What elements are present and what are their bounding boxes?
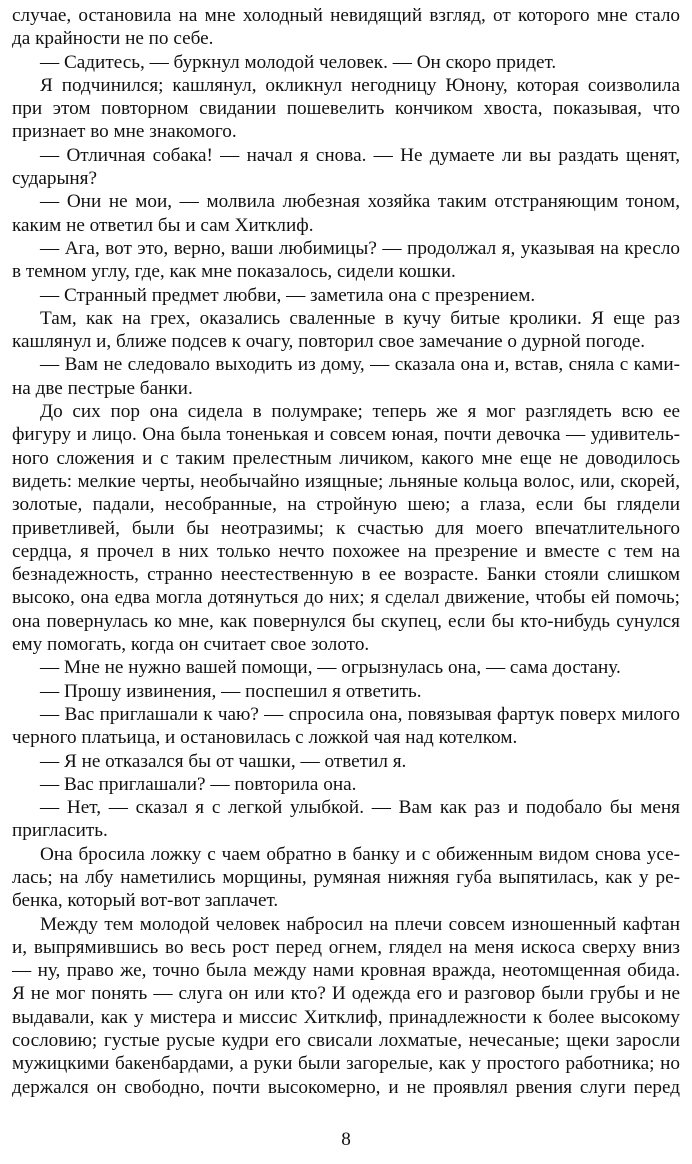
text-line: Я не мог понять — слуга он или кто? И одежда его и разговор были грубы и не: [12, 983, 680, 1005]
text-line: — Прошу извинения, — поспешил я ответить.: [40, 680, 422, 702]
text-line: — ну, право же, точно была между нами кровная вражда, неотомщенная обида.: [12, 960, 680, 982]
text-line: случае, остановила на мне холодный невидящий взгляд, от которого мне стало: [12, 5, 680, 26]
text-line: выдавали, как у мистера и миссис Хитклиф, принадлежности к более высокому: [12, 1006, 680, 1028]
text-line: кашлянул и, ближе подсев к очагу, повторил свое замечание о дурной погоде.: [12, 331, 646, 353]
text-line: До сих пор она сидела в полумраке; теперь же я мог разглядеть всю ее: [40, 401, 680, 423]
text-line: на две пестрые банки.: [12, 377, 193, 399]
text-line: держался он свободно, почти высокомерно, и не проявлял рвения слуги перед: [12, 1076, 680, 1098]
text-line: бенка, который вот-вот заплачет.: [12, 890, 279, 912]
text-line: — Вас приглашали к чаю? — спросила она, повязывая фартук поверх милого: [40, 703, 680, 725]
text-line: черного платьица, и остановилась с ложкой чая над котелком.: [12, 727, 518, 749]
text-line: — Странный предмет любви, — заметила она с презрением.: [40, 284, 536, 306]
text-line: безнадежность, странно неестественную в ее возрасте. Банки стояли слишком: [12, 564, 680, 586]
text-line: признает во мне знакомого.: [12, 121, 237, 143]
text-line: — Мне не нужно вашей помощи, — огрызнулась она, — сама достану.: [40, 657, 621, 679]
text-line: — Нет, — сказал я с легкой улыбкой. — Вам как раз и подобало бы меня: [40, 797, 680, 819]
text-line: мужицкими бакенбардами, а руки были загорелые, как у простого работника; но: [12, 1053, 680, 1075]
text-line: она повернулась ко мне, как повернулся бы скупец, если бы кто-нибудь сунулся: [12, 610, 680, 632]
text-line: в темном углу, где, как мне показалось, сидели кошки.: [12, 261, 456, 283]
text-line: пригласить.: [12, 820, 108, 842]
text-line: золотые, падали, несобранные, на стройную шею; а глаза, если бы глядели: [12, 494, 680, 516]
text-line: Я подчинился; кашлянул, окликнул негодницу Юнону, которая соизволила: [40, 74, 680, 96]
text-line: Она бросила ложку с чаем обратно в банку и с обиженным видом снова усе-: [40, 843, 680, 865]
text-line: каким не ответил бы и сам Хитклиф.: [12, 214, 314, 236]
text-line: — Вам не следовало выходить из дому, — сказала она и, встав, сняла с ками-: [40, 354, 680, 376]
text-line: сословию; густые русые кудри его свисали лохматые, нечесаные; щеки заросли: [12, 1030, 680, 1052]
text-line: — Вас приглашали? — повторила она.: [40, 773, 357, 795]
text-line: ного сложения и с таким прелестным личиком, какого мне еще не доводилось: [12, 447, 680, 469]
text-line: — Они не мои, — молвила любезная хозяйка таким отстраняющим тоном,: [40, 191, 680, 213]
text-line: Там, как на грех, оказались сваленные в кучу битые кролики. Я еще раз: [40, 307, 680, 329]
text-line: при этом повторном свидании пошевелить кончиком хвоста, показывая, что: [12, 98, 680, 120]
text-line: — Ага, вот это, верно, ваши любимицы? — продолжал я, указывая на кресло: [40, 237, 680, 259]
text-line: да крайности не по себе.: [12, 28, 214, 50]
text-line: фигуру и лицо. Она была тоненькая и совсем юная, почти девочка — удивитель-: [12, 424, 680, 446]
page-number: 8: [341, 1129, 351, 1150]
text-line: и, выпрямившись во весь рост перед огнем, глядел на меня искоса сверху вниз: [12, 936, 680, 958]
text-line: высоко, она едва могла дотянуться до них; я сделал движение, чтобы ей помочь;: [12, 587, 680, 609]
text-line: лась; на лбу наметились морщины, румяная нижняя губа выпятилась, как у ре-: [12, 866, 680, 888]
text-line: сударыня?: [12, 168, 98, 190]
text-line: — Отличная собака! — начал я снова. — Не думаете ли вы раздать щенят,: [40, 144, 680, 166]
page-body: [12, 4, 680, 1099]
text-line: — Садитесь, — буркнул молодой человек. — Он скоро придет.: [40, 51, 557, 73]
text-line: сердца, я прочел в них только нечто похожее на презрение и вместе с тем на: [12, 540, 680, 562]
text-line: видеть: мелкие черты, необычайно изящные; льняные кольца волос, или, скорей,: [12, 470, 680, 492]
text-line: — Я не отказался бы от чашки, — ответил я.: [40, 750, 407, 772]
text-line: Между тем молодой человек набросил на плечи совсем изношенный кафтан: [40, 913, 680, 935]
text-line: приветливей, были бы неотразимы; к счастью для моего впечатлительного: [12, 517, 680, 539]
text-line: ему помогать, когда он считает свое золото.: [12, 634, 370, 656]
